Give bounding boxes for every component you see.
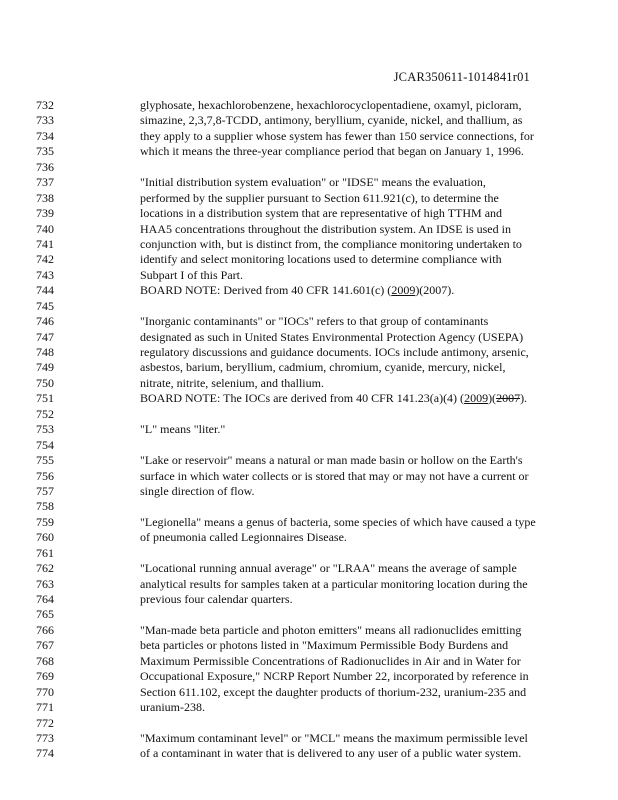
document-line	[0, 299, 618, 314]
line-number: 769	[36, 669, 54, 684]
document-line	[0, 252, 618, 267]
line-text	[140, 129, 534, 144]
line-number: 752	[36, 406, 54, 421]
line-text	[140, 469, 529, 484]
line-text	[140, 268, 243, 283]
line-text	[140, 391, 527, 406]
text-segment: "L" means "liter."	[140, 422, 226, 437]
text-segment: Subpart I of this Part.	[140, 267, 243, 282]
line-number: 734	[36, 128, 54, 143]
line-number: 754	[36, 437, 54, 452]
text-segment: beta particles or photons listed in "Maximum Permissible Body Burdens and	[140, 638, 509, 653]
document-line	[0, 438, 618, 453]
document-line	[0, 654, 618, 669]
text-segment: HAA5 concentrations throughout the distribution system. An IDSE is used in	[140, 221, 511, 236]
line-text	[140, 515, 536, 530]
document-line	[0, 561, 618, 576]
line-text	[140, 283, 454, 298]
line-text	[140, 360, 505, 375]
document-line	[0, 345, 618, 360]
line-number: 738	[36, 190, 54, 205]
line-number: 771	[36, 700, 54, 715]
line-text	[140, 314, 488, 329]
line-number: 757	[36, 483, 54, 498]
text-segment: of pneumonia called Legionnaires Disease.	[140, 530, 347, 545]
line-text	[140, 175, 486, 190]
line-number: 768	[36, 653, 54, 668]
document-line	[0, 222, 618, 237]
line-number: 740	[36, 221, 54, 236]
document-line	[0, 577, 618, 592]
document-line	[0, 592, 618, 607]
line-text	[140, 191, 499, 206]
text-segment: "Locational running annual average" or "LRAA" means the average of sample	[140, 561, 517, 576]
text-segment: )(2007).	[415, 283, 455, 298]
text-segment: identify and select monitoring locations used to determine compliance with	[140, 252, 502, 267]
text-segment: Occupational Exposure," NCRP Report Number 22, incorporated by reference in	[140, 669, 529, 684]
line-number: 732	[36, 98, 54, 112]
line-text	[140, 746, 521, 761]
document-line	[0, 623, 618, 638]
text-segment: Section 611.102, except the daughter products of thorium-232, uranium-235 and	[140, 684, 527, 699]
text-segment: regulatory discussions and guidance documents. IOCs include antimony, arsenic,	[140, 345, 529, 359]
text-segment: "Initial distribution system evaluation" or "IDSE" means the evaluation,	[140, 175, 486, 190]
line-text	[140, 577, 528, 592]
line-number: 765	[36, 607, 54, 622]
text-segment: which it means the three-year compliance period that began on January 1, 1996.	[140, 144, 524, 159]
text-segment: of a contaminant in water that is delivered to any user of a public water system.	[140, 746, 522, 761]
document-line	[0, 731, 618, 746]
document-line	[0, 546, 618, 561]
struck-text: 2007	[496, 391, 521, 406]
document-line	[0, 638, 618, 653]
line-text	[140, 113, 522, 128]
line-number: 762	[36, 561, 54, 576]
line-number: 763	[36, 576, 54, 591]
document-line	[0, 191, 618, 206]
text-segment: glyphosate, hexachlorobenzene, hexachlorocyclopentadiene, oxamyl, picloram,	[140, 98, 522, 112]
line-text	[140, 376, 324, 391]
line-text	[140, 623, 521, 638]
text-segment: locations in a distribution system that are representative of high TTHM and	[140, 206, 503, 221]
document-line	[0, 391, 618, 406]
text-segment: BOARD NOTE: Derived from 40 CFR 141.601(c) (	[140, 283, 392, 298]
document-line	[0, 113, 618, 128]
line-text	[140, 144, 524, 159]
document-line	[0, 206, 618, 221]
line-number: 750	[36, 375, 54, 390]
line-number: 735	[36, 144, 54, 159]
line-text	[140, 345, 529, 360]
text-segment: analytical results for samples taken at a particular monitoring location during the	[140, 576, 528, 591]
inserted-text: 2009	[391, 283, 416, 298]
inserted-text: 2009	[464, 391, 489, 406]
line-text	[140, 206, 502, 221]
line-number: 767	[36, 638, 54, 653]
text-segment: previous four calendar quarters.	[140, 592, 293, 606]
line-number: 745	[36, 298, 54, 313]
line-text	[140, 453, 523, 468]
text-segment: simazine, 2,3,7,8-TCDD, antimony, beryllium, cyanide, nickel, and thallium, as	[140, 113, 523, 128]
document-line	[0, 175, 618, 190]
text-segment: uranium-238.	[140, 700, 205, 715]
text-segment: "Inorganic contaminants" or "IOCs" refers to that group of contaminants	[140, 314, 489, 329]
document-line	[0, 746, 618, 761]
text-segment: single direction of flow.	[140, 483, 255, 498]
document-line	[0, 98, 618, 113]
line-text	[140, 252, 502, 267]
text-segment: designated as such in United States Environmental Protection Agency (USEPA)	[140, 329, 524, 344]
document-line	[0, 237, 618, 252]
line-text	[140, 222, 511, 237]
line-text	[140, 654, 521, 669]
line-number: 751	[36, 391, 54, 406]
line-number: 739	[36, 206, 54, 221]
document-body	[0, 98, 618, 762]
line-number: 743	[36, 267, 54, 282]
document-line	[0, 669, 618, 684]
line-number: 773	[36, 730, 54, 745]
text-segment: "Man-made beta particle and photon emitters" means all radionuclides emitting	[140, 622, 522, 637]
text-segment: ).	[520, 391, 528, 406]
document-line	[0, 407, 618, 422]
text-segment: conjunction with, but is distinct from, the compliance monitoring undertaken to	[140, 236, 522, 251]
line-number: 741	[36, 236, 54, 251]
line-number: 760	[36, 530, 54, 545]
line-text	[140, 700, 205, 715]
line-text	[140, 237, 522, 252]
document-line	[0, 700, 618, 715]
text-segment: Maximum Permissible Concentrations of Radionuclides in Air and in Water for	[140, 653, 521, 668]
text-segment: they apply to a supplier whose system has fewer than 150 service connections, for	[140, 128, 534, 143]
document-line	[0, 530, 618, 545]
document-line	[0, 360, 618, 375]
document-line	[0, 515, 618, 530]
line-number: 749	[36, 360, 54, 375]
line-text	[140, 669, 529, 684]
document-line	[0, 716, 618, 731]
document-id-header: JCAR350611-1014841r01	[393, 70, 530, 84]
line-text	[140, 685, 526, 700]
line-text	[140, 561, 517, 576]
document-line	[0, 685, 618, 700]
text-segment: asbestos, barium, beryllium, cadmium, chromium, cyanide, mercury, nickel,	[140, 360, 506, 375]
document-line	[0, 469, 618, 484]
line-number: 774	[36, 746, 54, 761]
line-text	[140, 638, 508, 653]
line-number: 759	[36, 514, 54, 529]
line-number: 753	[36, 422, 54, 437]
document-line	[0, 376, 618, 391]
line-number: 756	[36, 468, 54, 483]
document-line	[0, 330, 618, 345]
document-line	[0, 422, 618, 437]
line-number: 746	[36, 314, 54, 329]
document-line	[0, 314, 618, 329]
line-number: 758	[36, 499, 54, 514]
document-line	[0, 484, 618, 499]
text-segment: "Legionella" means a genus of bacteria, some species of which have caused a type	[140, 514, 536, 529]
line-number: 747	[36, 329, 54, 344]
line-number: 766	[36, 622, 54, 637]
text-segment: "Maximum contaminant level" or "MCL" means the maximum permissible level	[140, 730, 528, 745]
line-text	[140, 530, 347, 545]
line-number: 755	[36, 453, 54, 468]
document-line	[0, 160, 618, 175]
line-number: 770	[36, 684, 54, 699]
line-number: 764	[36, 592, 54, 606]
document-line	[0, 499, 618, 514]
line-text	[140, 330, 523, 345]
line-number: 737	[36, 175, 54, 190]
text-segment: performed by the supplier pursuant to Section 611.921(c), to determine the	[140, 190, 499, 205]
line-text	[140, 484, 255, 499]
line-number: 748	[36, 345, 54, 359]
line-number: 742	[36, 252, 54, 267]
line-number: 733	[36, 113, 54, 128]
line-text	[140, 731, 528, 746]
text-segment: "Lake or reservoir" means a natural or man made basin or hollow on the Earth's	[140, 453, 523, 468]
line-text	[140, 422, 225, 437]
text-segment: nitrate, nitrite, selenium, and thallium.	[140, 375, 324, 390]
document-line	[0, 453, 618, 468]
line-number: 736	[36, 159, 54, 174]
document-line	[0, 268, 618, 283]
document-line	[0, 129, 618, 144]
text-segment: BOARD NOTE: The IOCs are derived from 40 CFR 141.23(a)(4) (	[140, 391, 465, 406]
line-text	[140, 592, 293, 607]
document-line	[0, 607, 618, 622]
text-segment: )(	[488, 391, 497, 406]
document-line	[0, 144, 618, 159]
line-number: 772	[36, 715, 54, 730]
line-number: 761	[36, 545, 54, 560]
document-line	[0, 283, 618, 298]
line-number: 744	[36, 283, 54, 298]
line-text	[140, 98, 522, 113]
text-segment: surface in which water collects or is stored that may or may not have a current or	[140, 468, 529, 483]
